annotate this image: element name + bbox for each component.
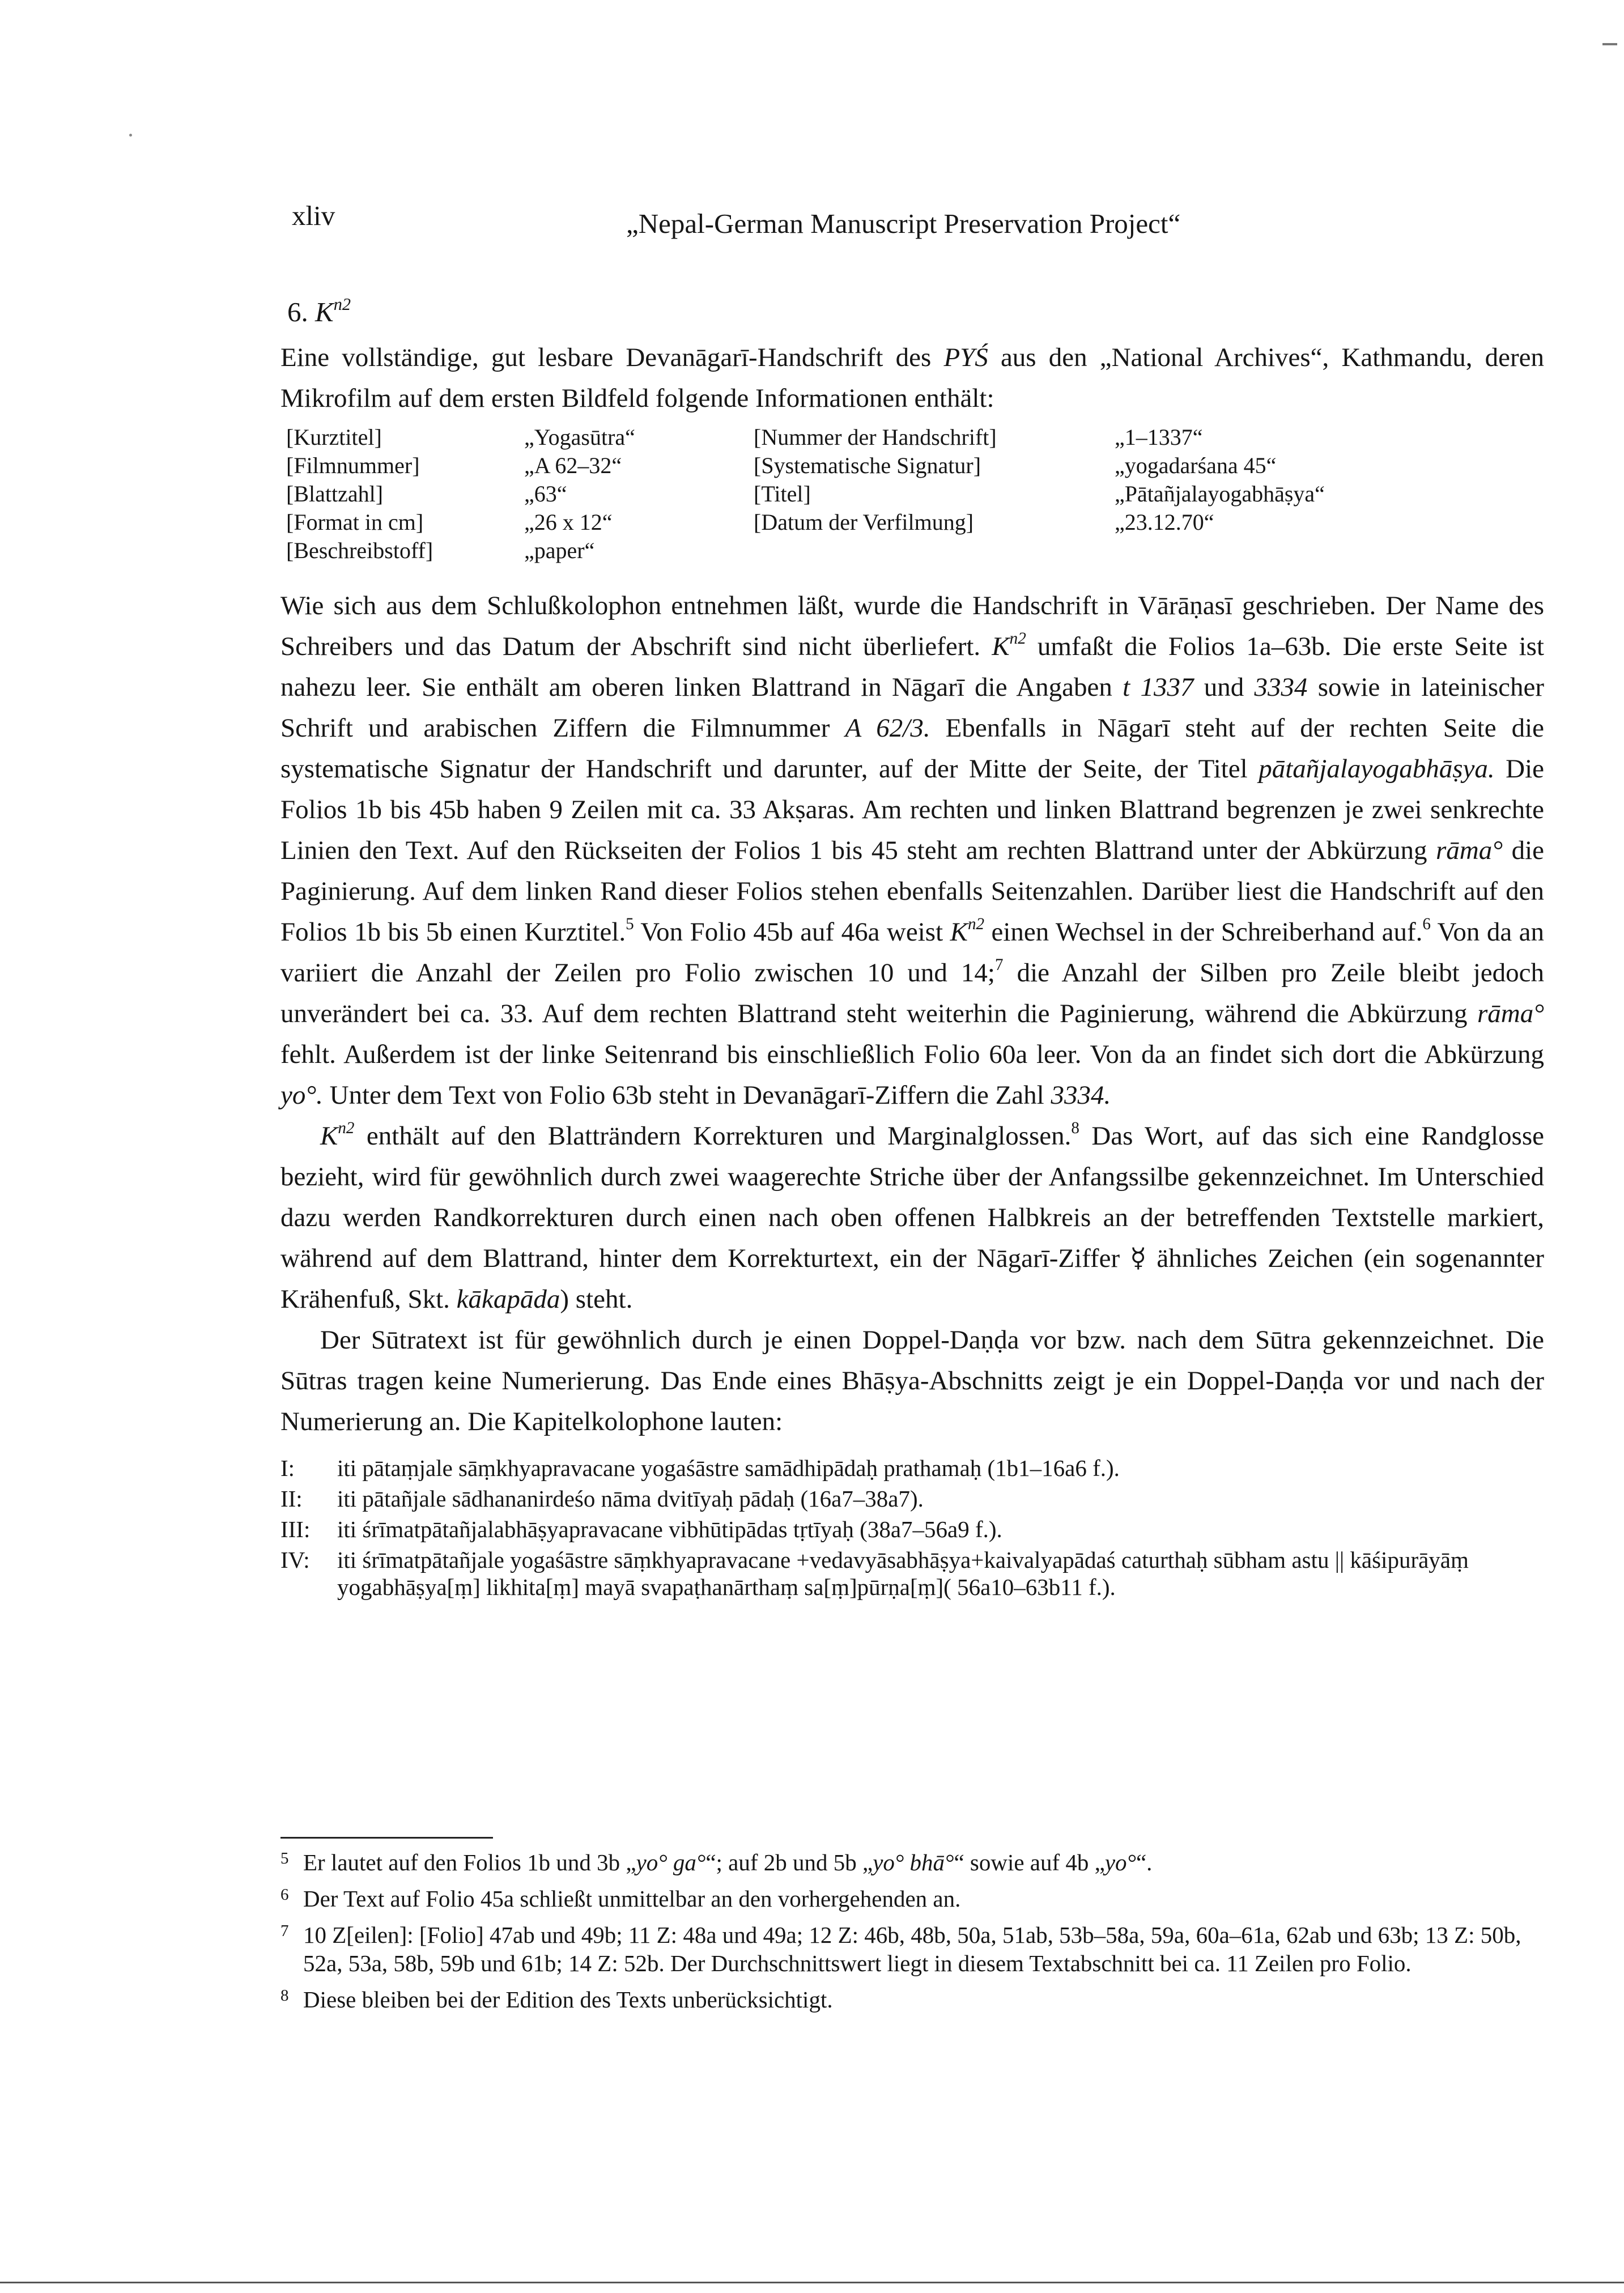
text-run: Er lautet auf den Folios 1b und 3b „ xyxy=(303,1849,636,1875)
text-run: Ebenfalls in Nāgarī steht auf der rechten Seite die systematische Signatur der Handschrift und darunter, auf der Mitte der Seite, der Titel xyxy=(280,713,1544,784)
text-run: Unter dem Text von Folio 63b steht in Devanāgarī-Ziffern die Zahl xyxy=(322,1080,1051,1110)
siglum: K xyxy=(992,632,1010,661)
table-value: „Pātañjalayogabhāṣya“ xyxy=(1115,481,1325,507)
siglum-sup: n2 xyxy=(338,1119,355,1138)
table-value xyxy=(1115,537,1325,565)
table-row xyxy=(286,480,1325,508)
text-run: sowie in lateinischer Schrift und arabischen Ziffern die Filmnummer xyxy=(280,673,1545,743)
text-run: einen Wechsel in der Schreiberhand auf. xyxy=(984,917,1423,947)
sutra-paragraph: Der Sūtratext ist für gewöhnlich durch je einen Doppel-Daṇḍa vor bzw. nach dem Sūtra gekennzeichnet. Die Sūtras tragen keine Numerierung. Das Ende eines Bhāṣya-Abschnitts zeigt je ein Doppel-Daṇḍa vor und nach der Numerierung an. Die Kapitelkolophone lauten: xyxy=(280,1325,1544,1436)
intro-paragraph xyxy=(280,337,1544,419)
text-run: Eine vollständige, gut lesbare Devanāgarī-Handschrift des xyxy=(280,343,944,372)
text-run: die Paginierung. Auf dem linken Rand dieser Folios stehen ebenfalls Seitenzahlen. Darüber liest die Handschrift auf den Folios 1b bis 5b einen Kurztitel. xyxy=(280,836,1545,947)
table-value: „A 62–32“ xyxy=(524,453,622,478)
italic-run: kākapāda xyxy=(456,1284,560,1314)
table-label: [Systematische Signatur] xyxy=(754,453,981,478)
table-value: „Yogasūtra“ xyxy=(524,424,635,450)
italic-run: 3334. xyxy=(1051,1080,1111,1110)
table-value: „26 x 12“ xyxy=(524,509,613,535)
colophon-text: iti pātañjale sādhananirdeśo nāma dvitīyaḥ pādaḥ (16a7–38a7). xyxy=(337,1486,924,1512)
table-label: [Filmnummer] xyxy=(286,453,420,478)
section-siglum-sup: n2 xyxy=(333,294,351,314)
footnote-separator xyxy=(280,1837,493,1839)
footnote-number: 7 xyxy=(280,1922,289,1940)
running-head xyxy=(292,199,1351,239)
italic-run: rāma° xyxy=(1436,836,1503,865)
italic-run: pātañjalayogabhāṣya. xyxy=(1259,754,1495,784)
text-run: enthält auf den Blatträndern Korrekturen und Marginalglossen. xyxy=(354,1121,1072,1151)
colophon-number: III: xyxy=(280,1516,311,1542)
footnote-ref: 6 xyxy=(1422,915,1431,934)
scan-bottom-edge xyxy=(0,2282,1624,2283)
footnotes xyxy=(280,1848,1544,2022)
main-text xyxy=(280,292,1544,1604)
pys-abbreviation: PYŚ xyxy=(943,343,988,372)
colophon-text: iti śrīmatpātañjalabhāṣyapravacane vibhūtipādas tṛtīyaḥ (38a7–56a9 f.). xyxy=(337,1516,1002,1542)
footnote-8 xyxy=(280,1985,1544,2014)
footnote-6 xyxy=(280,1884,1544,1913)
footnote-ref: 5 xyxy=(626,915,634,934)
siglum: K xyxy=(950,917,968,947)
table-value: „1–1337“ xyxy=(1115,424,1203,450)
footnote-text: Der Text auf Folio 45a schließt unmittelbar an den vorhergehenden an. xyxy=(303,1886,961,1912)
text-run: Wie sich aus dem Schlußkolophon entnehmen läßt, wurde die Handschrift in Vārāṇasī geschrieben. Der Name des Schreibers und das Datum der Abschrift sind nicht überliefert. xyxy=(280,591,1544,661)
text-run: “ sowie auf 4b „ xyxy=(954,1849,1105,1875)
table-label: [Format in cm] xyxy=(286,509,424,535)
list-item xyxy=(280,1485,1544,1512)
footnote-text: 10 Z[eilen]: [Folio] 47ab und 49b; 11 Z: 48a und 49a; 12 Z: 46b, 48b, 50a, 51ab, 53b–58a, 59a, 60a–61a, 62ab und 63b; 13 Z: 50b, 52a, 53a, 58b, 59b und 61b; 14 Z: 52b. Der Durchschnittswert liegt in diesem Textabschnitt bei ca. 11 Zeilen pro Folio. xyxy=(303,1922,1521,1976)
footnote-5 xyxy=(280,1848,1544,1877)
text-run: fehlt. Außerdem ist der linke Seitenrand bis einschließlich Folio 60a leer. Von da an findet sich dort die Abkürzung xyxy=(280,1040,1544,1069)
colophon-number: IV: xyxy=(280,1547,310,1573)
italic-run: A 62/3. xyxy=(845,713,930,743)
table-label: [Blattzahl] xyxy=(286,481,384,507)
corrections-paragraph xyxy=(280,1116,1544,1320)
page-number: xliv xyxy=(292,200,335,231)
italic-run: yo° bhā° xyxy=(873,1849,954,1875)
siglum: K xyxy=(320,1121,338,1151)
footnote-ref: 8 xyxy=(1071,1119,1079,1138)
section-number: 6. xyxy=(287,296,308,327)
table-row xyxy=(286,423,1325,452)
list-item xyxy=(280,1516,1544,1543)
section-heading xyxy=(287,292,1544,333)
colophon-number: I: xyxy=(280,1455,295,1481)
text-run: Von Folio 45b auf 46a weist xyxy=(634,917,950,947)
text-run: Die Folios 1b bis 45b haben 9 Zeilen mit ca. 33 Akṣaras. Am rechten und linken Blattrand begrenzen je zwei senkrechte Linien den Text. Auf den Rückseiten der Folios 1 bis 45 steht am rechten Blattrand unter der Abkürzung xyxy=(280,754,1544,865)
table-row xyxy=(286,452,1325,480)
italic-run: rāma° xyxy=(1477,999,1544,1028)
text-run: Von da an variiert die Anzahl der Zeilen pro Folio zwischen 10 und 14; xyxy=(280,917,1544,988)
table-label: [Beschreibstoff] xyxy=(286,538,433,563)
scan-edge-mark xyxy=(1602,43,1617,45)
siglum-sup: n2 xyxy=(1009,629,1026,648)
footnote-7 xyxy=(280,1921,1544,1977)
colophon-number: II: xyxy=(280,1486,303,1512)
table-value: „63“ xyxy=(524,481,567,507)
table-row xyxy=(286,508,1325,537)
footnote-number: 8 xyxy=(280,1986,289,2005)
microfilm-info-table xyxy=(286,423,1325,565)
colophon-list xyxy=(280,1454,1544,1601)
table-label: [Kurztitel] xyxy=(286,424,382,450)
italic-run: 3334 xyxy=(1254,673,1308,702)
italic-run: yo°. xyxy=(280,1080,323,1110)
footnote-text xyxy=(303,1848,1544,1877)
text-run: “. xyxy=(1136,1849,1153,1875)
table-label xyxy=(754,537,1115,565)
colophon-text: iti pātaṃjale sāṃkhyapravacane yogaśāstre samādhipādaḥ prathamaḥ (1b1–16a6 f.). xyxy=(337,1455,1120,1481)
table-value: „paper“ xyxy=(524,538,595,563)
text-run: Das Wort, auf das sich eine Randglosse bezieht, wird für gewöhnlich durch zwei waagerechte Striche über der Anfangssilbe gekennzeichnet. Im Unterschied dazu werden Randkorrekturen durch einen nach oben offenen Halbkreis an der betreffenden Textstelle markiert, während auf dem Blattrand, hinter dem Korrekturtext, ein der Nāgarī-Ziffer ☿ ähnliches Zeichen (ein sogenannter Krähenfuß, Skt. xyxy=(280,1121,1544,1314)
text-run: umfaßt die Folios 1a–63b. Die erste Seite ist nahezu leer. Sie enthält am oberen linken Blattrand in Nāgarī die Angaben xyxy=(280,632,1544,702)
italic-run: t 1337 xyxy=(1123,673,1194,702)
italic-run: yo° xyxy=(1104,1849,1136,1875)
list-item xyxy=(280,1454,1544,1482)
text-run: und xyxy=(1193,673,1255,702)
running-head-title: „Nepal-German Manuscript Preservation Project“ xyxy=(626,208,1181,239)
list-item xyxy=(280,1546,1544,1601)
italic-run: yo° ga° xyxy=(636,1849,706,1875)
table-label: [Nummer der Handschrift] xyxy=(754,424,997,450)
table-row xyxy=(286,537,1325,565)
table-value: „yogadarśana 45“ xyxy=(1115,453,1277,478)
section-siglum: K xyxy=(315,296,334,327)
table-label: [Titel] xyxy=(754,481,811,507)
footnote-number: 6 xyxy=(280,1886,289,1904)
table-value: „23.12.70“ xyxy=(1115,509,1214,535)
siglum-sup: n2 xyxy=(967,915,985,934)
colophon-text: iti śrīmatpātañjale yogaśāstre sāṃkhyapravacane +vedavyāsabhāṣya+kaivalyapādaś caturthaḥ sūbham astu || kāśipurāyāṃ yogabhāṣya[ṃ] likhita[ṃ] mayā svapaṭhanārthaṃ sa[ṃ]pūrṇa[ṃ]( 56a10–63b11 f.). xyxy=(337,1547,1469,1600)
text-run: ) steht. xyxy=(560,1284,633,1314)
scan-speck xyxy=(129,134,132,137)
footnote-text: Diese bleiben bei der Edition des Texts unberücksichtigt. xyxy=(303,1986,833,2013)
footnote-ref: 7 xyxy=(994,956,1004,975)
table-label: [Datum der Verfilmung] xyxy=(754,509,974,535)
description-paragraph xyxy=(280,585,1544,1116)
text-run: die Anzahl der Silben pro Zeile bleibt jedoch unverändert bei ca. 33. Auf dem rechten Blattrand steht weiterhin die Paginierung, während die Abkürzung xyxy=(280,958,1544,1028)
text-run: aus den „National Archives“, Kathmandu, deren Mikrofilm auf dem ersten Bildfeld folgende Informationen enthält: xyxy=(280,343,1544,413)
footnote-number: 5 xyxy=(280,1849,289,1867)
text-run: “; auf 2b und 5b „ xyxy=(705,1849,873,1875)
